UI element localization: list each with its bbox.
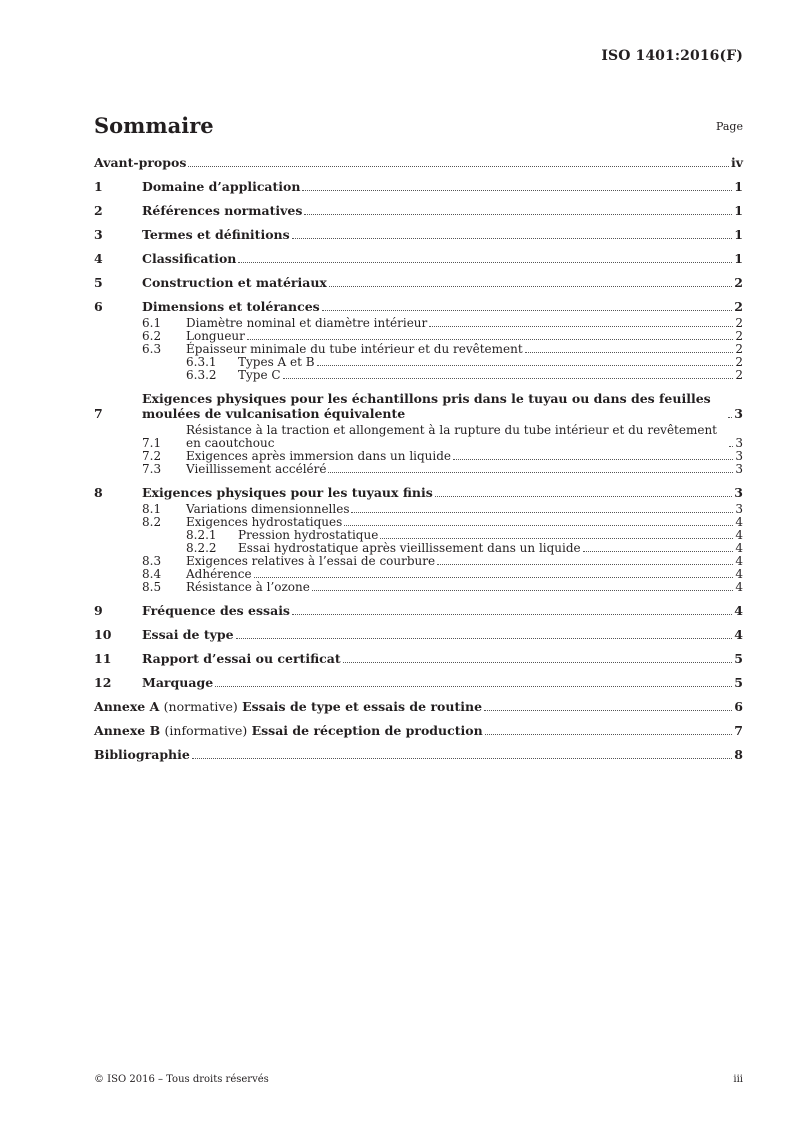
dot-leader [329,286,732,287]
toc-entry-text: Bibliographie [94,747,190,762]
toc-entry-12[interactable] [94,675,743,690]
toc-entry-text: Termes et définitions [142,227,290,242]
toc-entry-text: Longueur [186,329,245,343]
dot-leader [484,710,732,711]
toc-entry-number: 6.3 [142,342,162,356]
dot-leader [292,614,732,615]
toc-entry-page: 4 [734,627,743,642]
toc-entry-3[interactable] [94,227,743,242]
toc-entry-avant-propos[interactable] [94,155,743,170]
toc-entry-number: 8.3 [142,554,162,568]
toc-entry-11[interactable] [94,651,743,666]
toc-entry-page: 3 [734,406,743,421]
toc-entry-page: 3 [735,436,743,450]
toc-entry-page: 1 [734,203,743,218]
toc-entry-page: 1 [734,251,743,266]
toc-entry-page: 1 [734,179,743,194]
toc-entry-text: Dimensions et tolérances [142,299,320,314]
toc-entry-page: 5 [734,651,743,666]
dot-leader [380,538,733,539]
toc-entry-number: 11 [94,651,112,666]
dot-leader [351,512,733,513]
toc-entry-page: 1 [734,227,743,242]
toc-entry-text: Références normatives [142,203,303,218]
toc-entry-number: 7.2 [142,449,162,463]
toc-entry-number: 7.1 [142,436,162,450]
annex-type: (normative) [163,699,238,714]
toc-entry-page: 8 [734,747,743,762]
toc-entry-page: 4 [735,554,743,568]
table-of-contents [94,155,743,762]
toc-entry-page: 2 [735,329,743,343]
toc-entry-text: Variations dimensionnelles [186,502,350,516]
toc-entry-annex-b[interactable] [94,723,743,738]
toc-entry-number: 8.2.2 [186,541,217,555]
toc-entry-text: Type C [238,368,281,382]
toc-entry-text: Exigences physiques pour les échantillons pris dans le tuyau ou dans des feuilles moulées de vulcanisation équivalente [142,391,711,421]
toc-entry-10[interactable] [94,627,743,642]
toc-entry-5[interactable] [94,275,743,290]
dot-leader [304,214,732,215]
dot-leader [192,758,732,759]
toc-entry-2[interactable] [94,203,743,218]
annex-label: Annexe B [94,723,161,738]
toc-entry-text: Classification [142,251,237,266]
toc-entry-8-5[interactable] [94,581,743,594]
toc-entry-4[interactable] [94,251,743,266]
toc-entry-6-3-2[interactable] [94,369,743,382]
dot-leader [729,446,733,447]
toc-entry-number: 8 [94,485,103,500]
toc-entry-page: 4 [734,603,743,618]
toc-entry-1[interactable] [94,179,743,194]
dot-leader [453,459,733,460]
toc-entry-number: 9 [94,603,103,618]
dot-leader [343,662,733,663]
toc-entry-page: 3 [735,502,743,516]
toc-entry-page: 7 [734,723,743,738]
toc-entry-number: 8.5 [142,580,162,594]
toc-entry-text: Exigences après immersion dans un liquide [186,449,452,463]
page-column-label: Page [715,120,743,133]
toc-entry-number: 8.1 [142,502,162,516]
toc-entry-page: 3 [735,462,743,476]
dot-leader [188,166,729,167]
document-id: ISO 1401:2016(F) [601,48,743,64]
toc-entry-7[interactable] [94,391,743,421]
toc-entry-text [94,723,483,738]
dot-leader [254,577,734,578]
toc-entry-number: 3 [94,227,103,242]
toc-entry-number: 8.2 [142,515,162,529]
toc-entry-page: 2 [735,342,743,356]
toc-entry-number: 7.3 [142,462,162,476]
toc-entry-text: Domaine d’application [142,179,301,194]
toc-entry-text: Construction et matériaux [142,275,327,290]
toc-entry-page: 4 [735,541,743,555]
toc-entry-text: Types A et B [238,355,315,369]
toc-entry-6[interactable] [94,299,743,314]
dot-leader [236,638,733,639]
toc-entry-number: 7 [94,406,103,421]
toc-entry-text: Adhérence [186,567,252,581]
toc-entry-text: Exigences hydrostatiques [186,515,343,529]
toc-entry-page: 3 [734,485,743,500]
toc-entry-page: 2 [735,368,743,382]
toc-entry-page: 4 [735,567,743,581]
page-title: Sommaire [94,113,214,138]
toc-entry-page: 5 [734,675,743,690]
toc-entry-text: Exigences relatives à l’essai de courbure [186,554,436,568]
toc-entry-page: 6 [734,699,743,714]
toc-entry-number: 5 [94,275,103,290]
annex-label: Annexe A [94,699,160,714]
dot-leader [215,686,732,687]
toc-entry-number: 8.4 [142,567,162,581]
toc-entry-8[interactable] [94,485,743,500]
toc-entry-7-3[interactable] [94,463,743,476]
toc-entry-text: Épaisseur minimale du tube intérieur et du revêtement [186,342,523,356]
dot-leader [247,339,733,340]
dot-leader [344,525,733,526]
dot-leader [317,365,734,366]
dot-leader [312,590,734,591]
toc-entry-page: 4 [735,515,743,529]
toc-entry-text: Résistance à l’ozone [186,580,310,594]
toc-entry-number: 6.1 [142,316,162,330]
toc-entry-page: 4 [735,580,743,594]
toc-entry-9[interactable] [94,603,743,618]
dot-leader [328,472,733,473]
dot-leader [728,417,732,418]
dot-leader [238,262,732,263]
toc-entry-page: 4 [735,528,743,542]
toc-entry-annex-a[interactable] [94,699,743,714]
dot-leader [292,238,733,239]
dot-leader [437,564,733,565]
toc-entry-number: 6.3.1 [186,355,217,369]
toc-entry-text: Exigences physiques pour les tuyaux finis [142,485,433,500]
dot-leader [435,496,733,497]
toc-entry-number: 12 [94,675,112,690]
toc-entry-text: Vieillissement accéléré [186,462,327,476]
annex-title: Essai de réception de production [251,723,483,738]
toc-entry-number: 2 [94,203,103,218]
page-number: iii [733,1074,743,1085]
toc-entry-number: 6.3.2 [186,368,217,382]
toc-entry-7-1[interactable] [94,424,743,450]
annex-title: Essais de type et essais de routine [242,699,483,714]
toc-entry-text: Essai de type [142,627,234,642]
toc-entry-text: Rapport d’essai ou certificat [142,651,341,666]
toc-entry-number: 4 [94,251,103,266]
dot-leader [525,352,734,353]
toc-entry-number: 6.2 [142,329,162,343]
toc-entry-page: 2 [735,355,743,369]
toc-entry-text: Diamètre nominal et diamètre intérieur [186,316,428,330]
annex-type: (informative) [164,723,248,738]
toc-entry-number: 8.2.1 [186,528,217,542]
toc-entry-page: 2 [734,275,743,290]
toc-entry-text: Fréquence des essais [142,603,290,618]
toc-entry-page: 2 [734,299,743,314]
dot-leader [283,378,734,379]
dot-leader [583,551,734,552]
toc-entry-text: Pression hydrostatique [238,528,379,542]
toc-entry-text: Essai hydrostatique après vieillissement dans un liquide [238,541,581,555]
dot-leader [302,190,732,191]
dot-leader [322,310,733,311]
toc-entry-text: Résistance à la traction et allongement à la rupture du tube intérieur et du revêtement en caoutchouc [186,423,717,450]
dot-leader [429,326,733,327]
toc-entry-number: 1 [94,179,103,194]
toc-entry-bibliographie[interactable] [94,747,743,762]
copyright-notice: © ISO 2016 – Tous droits réservés [94,1074,269,1085]
toc-entry-text: Marquage [142,675,214,690]
toc-entry-number: 10 [94,627,112,642]
toc-entry-page: 3 [735,449,743,463]
toc-entry-number: 6 [94,299,103,314]
toc-entry-page: iv [730,155,743,170]
toc-entry-text: Avant-propos [94,155,187,170]
toc-entry-text [94,699,482,714]
toc-entry-page: 2 [735,316,743,330]
dot-leader [485,734,733,735]
